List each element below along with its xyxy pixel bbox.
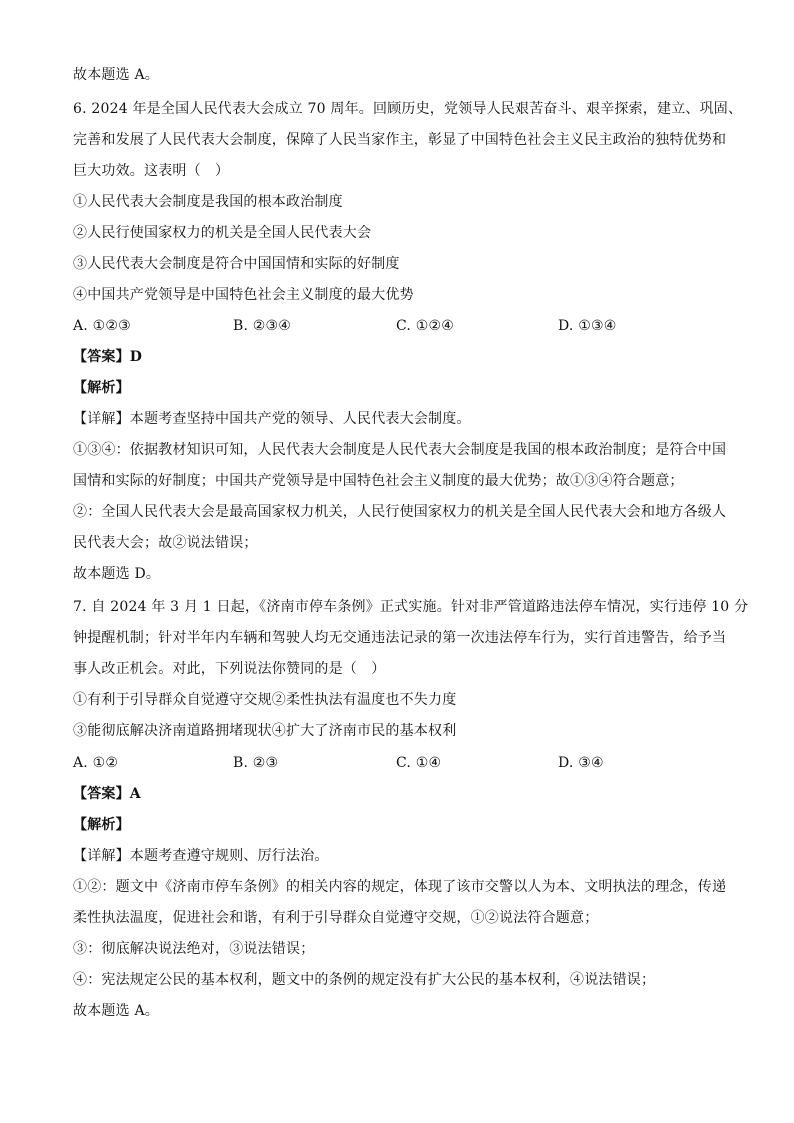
option-b: B. ②③④ xyxy=(233,318,292,334)
explanation-text: ①②：题文中《济南市停车条例》的相关内容的规定，体现了该市交警以人为本、文明执法的理念，传递 xyxy=(73,879,727,895)
option-c: C. ①②④ xyxy=(396,318,454,334)
explanation-text: ④：宪法规定公民的基本权利，题文中的条例的规定没有扩大公民的基本权利，④说法错误； xyxy=(73,972,656,988)
question-6-stem: 6. 2024 年是全国人民代表大会成立 70 周年。回顾历史，党领导人民艰苦奋斗、艰辛探索，建立、巩固、 xyxy=(73,101,743,117)
question-6-statement: ①人民代表大会制度是我国的根本政治制度 xyxy=(73,194,343,210)
option-c: C. ①④ xyxy=(396,755,442,771)
answer-label: 【答案】A xyxy=(73,786,141,802)
explanation-text: 国情和实际的好制度；中国共产党领导是中国特色社会主义制度的最大优势；故①③④符合题意； xyxy=(73,473,684,489)
question-7-stem: 事人改正机会。对此，下列说法你赞同的是（ ） xyxy=(73,661,386,677)
option-d: D. ③④ xyxy=(558,755,604,771)
analysis-label: 【解析】 xyxy=(73,817,130,833)
conclusion-q5: 故本题选 A。 xyxy=(73,67,159,83)
explanation-text: ①③④：依据教材知识可知，人民代表大会制度是人民代表大会制度是我国的根本政治制度；是符合中国 xyxy=(73,442,727,458)
conclusion-q6: 故本题选 D。 xyxy=(73,566,161,582)
explanation-text: ②：全国人民代表大会是最高国家权力机关，人民行使国家权力的机关是全国人民代表大会和地方各级人 xyxy=(73,504,727,520)
analysis-label: 【解析】 xyxy=(73,380,130,396)
option-d: D. ①③④ xyxy=(558,318,617,334)
question-6-statement: ④中国共产党领导是中国特色社会主义制度的最大优势 xyxy=(73,287,414,303)
answer-label: 【答案】D xyxy=(73,349,143,365)
question-6-stem: 巨大功效。这表明（ ） xyxy=(73,163,230,179)
question-6-statement: ②人民行使国家权力的机关是全国人民代表大会 xyxy=(73,225,372,241)
conclusion-q7: 故本题选 A。 xyxy=(73,1003,159,1019)
explanation-text: 【详解】本题考查坚持中国共产党的领导、人民代表大会制度。 xyxy=(73,411,471,427)
question-7-statement: ③能彻底解决济南道路拥堵现状④扩大了济南市民的基本权利 xyxy=(73,723,457,739)
question-6-statement: ③人民代表大会制度是符合中国国情和实际的好制度 xyxy=(73,256,400,272)
option-a: A. ①② xyxy=(73,755,119,771)
explanation-text: 柔性执法温度，促进社会和谐，有利于引导群众自觉遵守交规，①②说法符合题意； xyxy=(73,910,599,926)
option-b: B. ②③ xyxy=(233,755,279,771)
question-6-options xyxy=(73,317,733,335)
option-a: A. ①②③ xyxy=(73,318,131,334)
question-7-options xyxy=(73,754,733,772)
explanation-text: 【详解】本题考查遵守规则、厉行法治。 xyxy=(73,848,329,864)
question-7-statement: ①有利于引导群众自觉遵守交规②柔性执法有温度也不失力度 xyxy=(73,692,457,708)
question-6-stem: 完善和发展了人民代表大会制度，保障了人民当家作主，彰显了中国特色社会主义民主政治的独特优势和 xyxy=(73,132,727,148)
explanation-text: 民代表大会；故②说法错误； xyxy=(73,535,258,551)
question-7-stem: 7. 自 2024 年 3 月 1 日起，《济南市停车条例》正式实施。针对非严管道路违法停车情况，实行违停 10 分 xyxy=(73,599,749,615)
explanation-text: ③：彻底解决说法绝对，③说法错误； xyxy=(73,941,315,957)
question-7-stem: 钟提醒机制；针对半年内车辆和驾驶人均无交通违法记录的第一次违法停车行为，实行首违警告，给予当 xyxy=(73,630,727,646)
